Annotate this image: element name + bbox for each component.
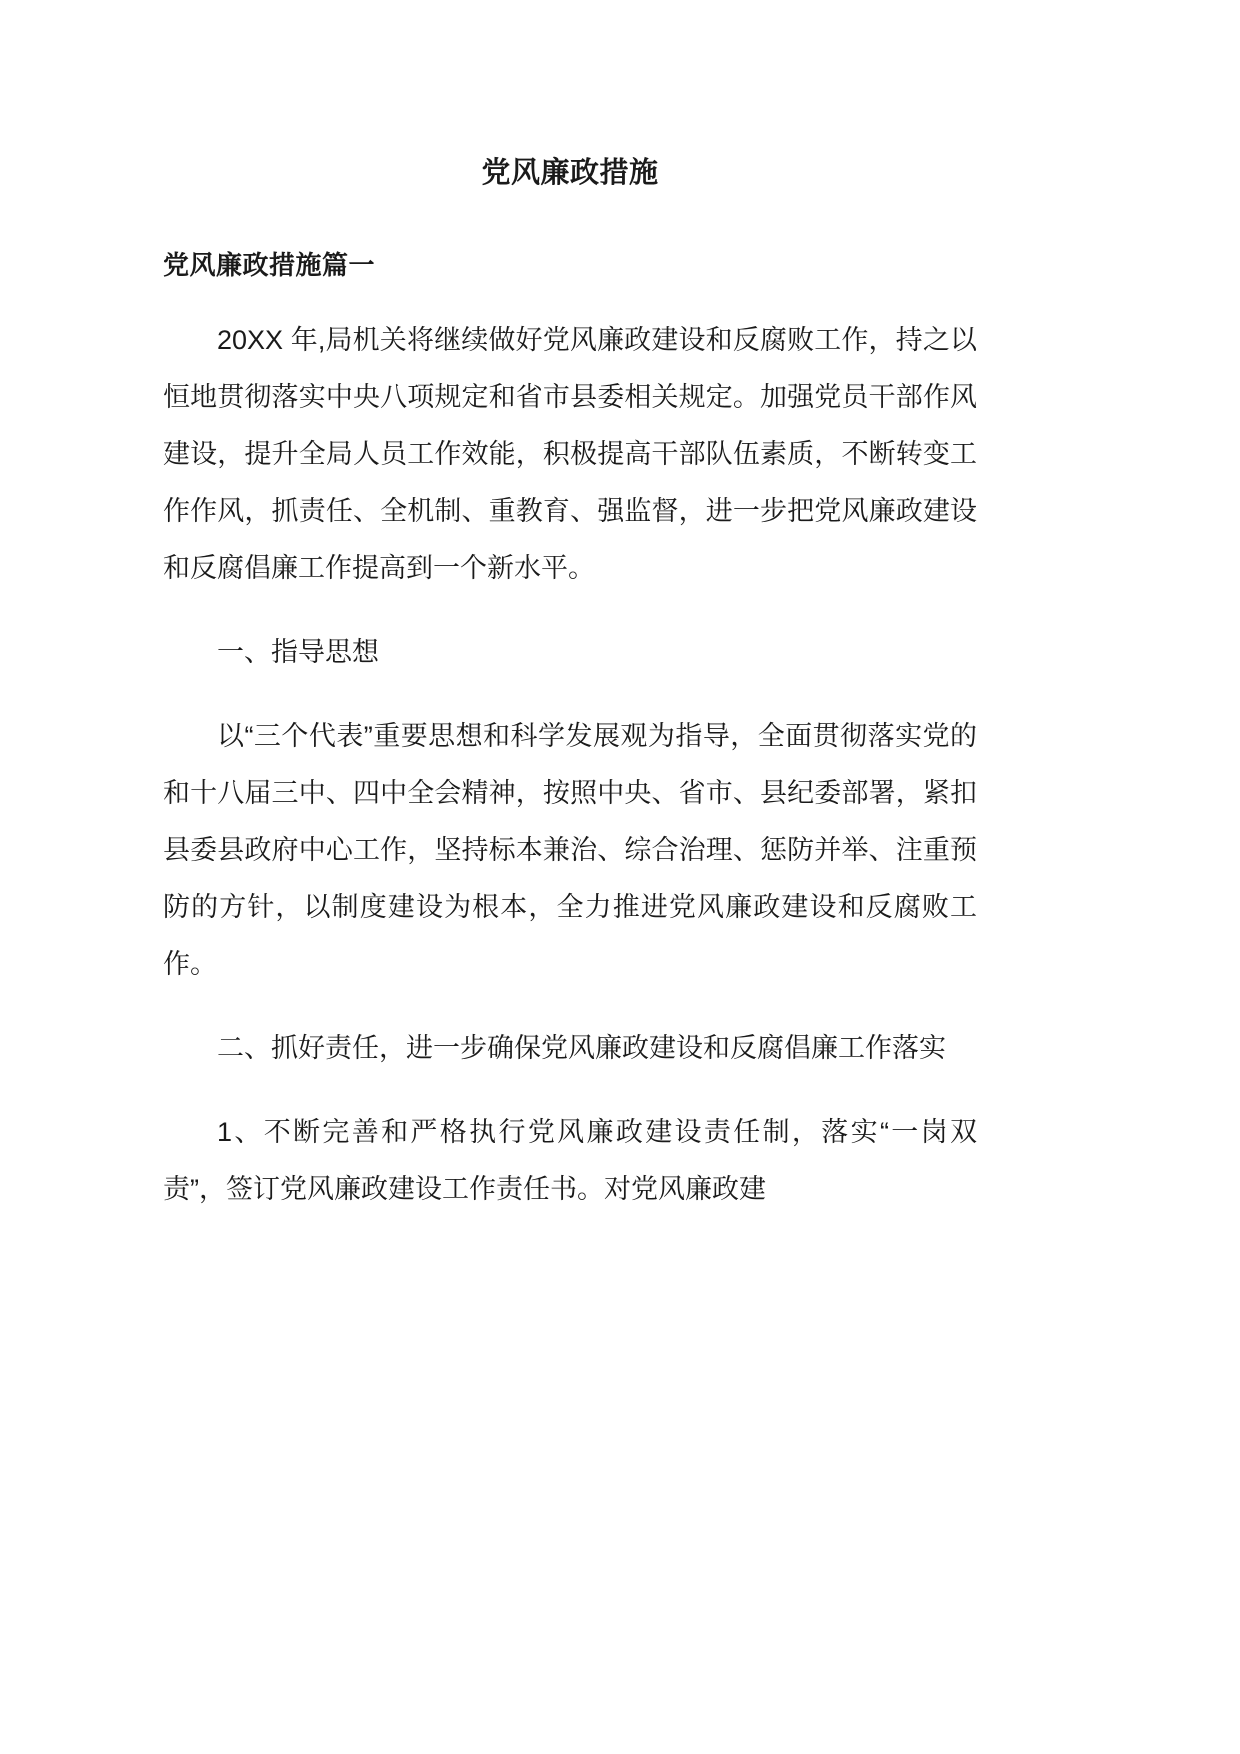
section-heading: 党风廉政措施篇一 — [163, 249, 376, 280]
paragraph-item-1: 1、不断完善和严格执行党风廉政建设责任制，落实“一岗双责”，签订党风廉政建设工作责任书。对党风廉政建 — [163, 1116, 977, 1204]
document-content — [163, 0, 977, 1218]
paragraph-intro: 20XX 年,局机关将继续做好党风廉政建设和反腐败工作，持之以恒地贯彻落实中央八项规定和省市县委相关规定。加强党员干部作风建设，提升全局人员工作效能，积极提高干部队伍素质，不断转变工作作风，抓责任、全机制、重教育、强监督，进一步把党风廉政建设和反腐倡廉工作提高到一个新水平。 — [163, 324, 977, 583]
paragraph-section-one-title: 一、指导思想 — [217, 636, 379, 667]
page-title: 党风廉政措施 — [481, 157, 659, 189]
paragraph-section-two-title: 二、抓好责任，进一步确保党风廉政建设和反腐倡廉工作落实 — [217, 1032, 946, 1063]
paragraph-section-one-body: 以“三个代表”重要思想和科学发展观为指导，全面贯彻落实党的和十八届三中、四中全会精神，按照中央、省市、县纪委部署，紧扣县委县政府中心工作，坚持标本兼治、综合治理、惩防并举、注重预防的方针，以制度建设为根本，全力推进党风廉政建设和反腐败工作。 — [163, 720, 977, 979]
